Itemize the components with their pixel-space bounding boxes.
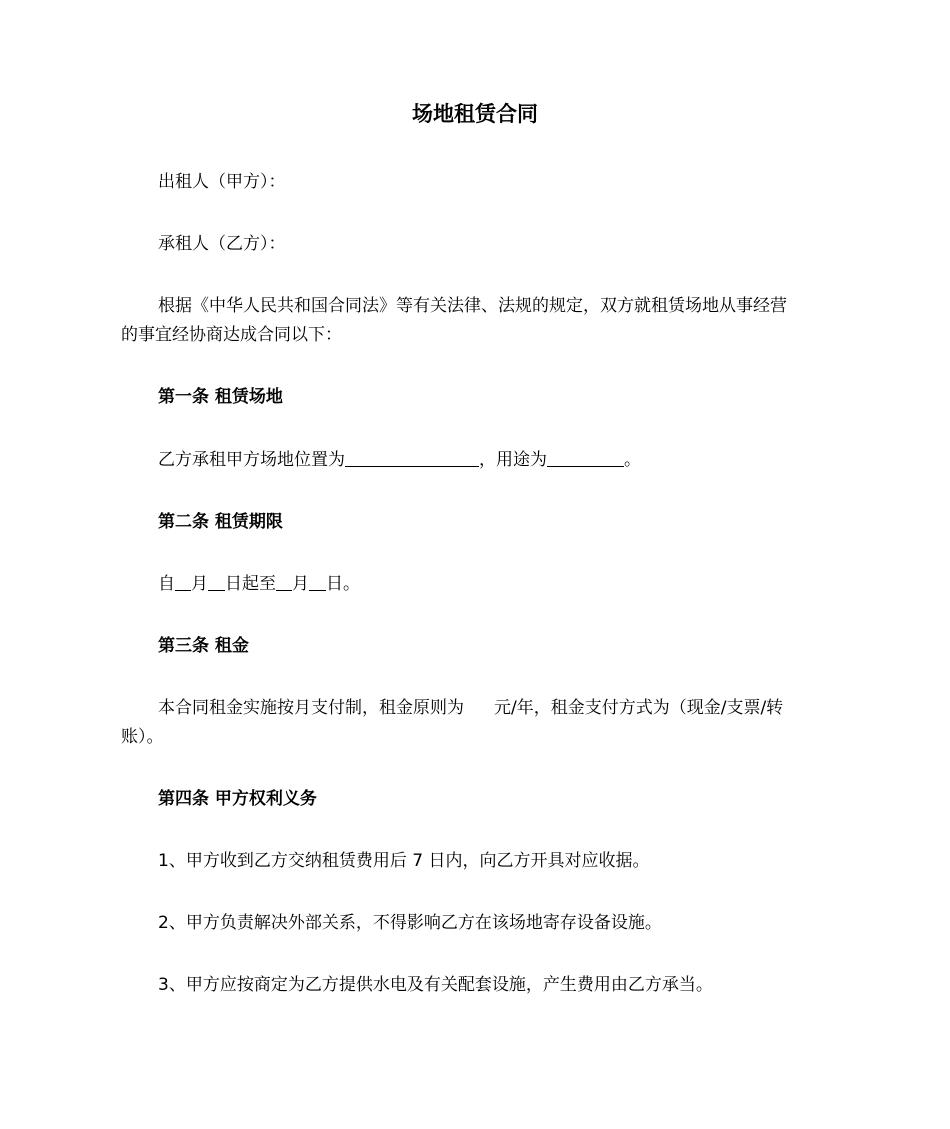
article-3-line-2: 账）。	[121, 727, 164, 747]
article-4-item-2: 2、甲方负责解决外部关系，不得影响乙方在该场地寄存设备设施。	[158, 913, 662, 933]
article-2-text	[158, 571, 360, 597]
article-2-t3: 日起至	[225, 574, 276, 594]
article-3-text-part-2: 元/年，租金支付方式为（现金/支票/转	[494, 698, 784, 718]
article-3-heading: 第三条 租金	[158, 636, 249, 656]
article-2-t1: 自	[158, 574, 175, 594]
article-2-t2: 月	[191, 574, 208, 594]
article-1-text-part-1: 乙方承租甲方场地位置为	[158, 450, 345, 470]
document-title: 场地租赁合同	[412, 102, 538, 126]
preamble-line-1: 根据《中华人民共和国合同法》等有关法律、法规的规定，双方就租赁场地从事经营	[158, 296, 787, 316]
article-3-text-part-1: 本合同租金实施按月支付制，租金原则为	[158, 698, 464, 718]
usage-blank	[547, 448, 624, 467]
article-1-text-part-2: ，用途为	[479, 450, 547, 470]
article-4-item-3: 3、甲方应按商定为乙方提供水电及有关配套设施，产生费用由乙方承当。	[158, 975, 713, 995]
article-4-item-1: 1、甲方收到乙方交纳租赁费用后 7 日内，向乙方开具对应收据。	[158, 851, 650, 871]
article-2-heading: 第二条 租赁期限	[158, 512, 283, 532]
location-blank	[345, 448, 479, 467]
lessor-label: 出租人（甲方）：	[158, 172, 286, 192]
article-4-heading: 第四条 甲方权利义务	[158, 789, 317, 809]
article-1-text	[158, 447, 641, 473]
end-month-blank	[276, 572, 292, 591]
start-month-blank	[175, 572, 191, 591]
start-day-blank	[208, 572, 225, 591]
end-day-blank	[309, 572, 326, 591]
article-3-line-1	[158, 695, 783, 721]
lessee-label: 承租人（乙方）：	[158, 234, 286, 254]
article-2-t5: 日。	[326, 574, 360, 594]
article-2-t4: 月	[292, 574, 309, 594]
preamble-line-2: 的事宜经协商达成合同以下：	[121, 325, 342, 345]
article-1-text-part-3: 。	[624, 450, 641, 470]
article-1-heading: 第一条 租赁场地	[158, 387, 283, 407]
